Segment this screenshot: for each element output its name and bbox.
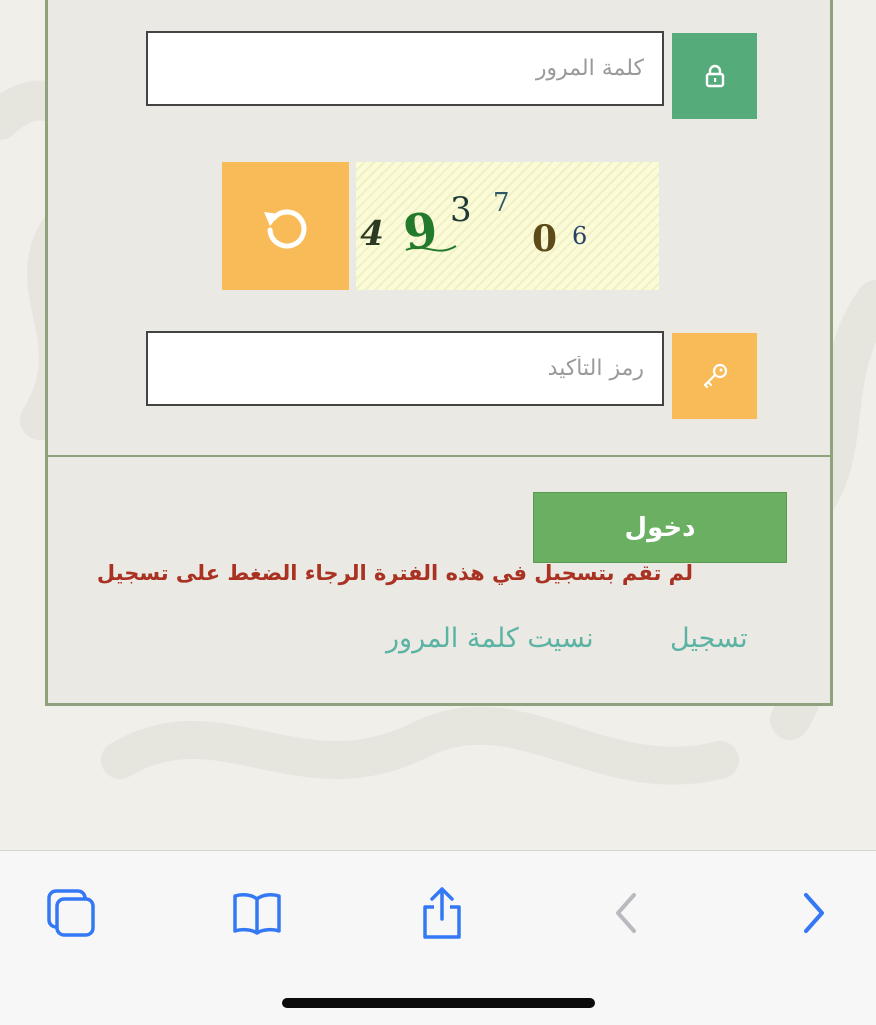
captcha-digit: 7 xyxy=(493,188,510,218)
password-field-wrapper xyxy=(146,31,664,106)
captcha-digit: 4 xyxy=(356,214,388,254)
back-icon xyxy=(612,891,642,935)
captcha-noise-line xyxy=(356,162,659,290)
tabs-icon xyxy=(45,888,97,938)
login-button[interactable]: دخول xyxy=(533,492,787,563)
password-addon xyxy=(672,33,757,119)
captcha-code-input[interactable] xyxy=(148,333,662,404)
home-indicator xyxy=(282,998,595,1008)
card-divider xyxy=(48,455,830,457)
captcha-digit: 3 xyxy=(450,190,472,230)
forward-icon xyxy=(798,891,828,935)
share-button[interactable] xyxy=(412,883,472,943)
captcha-refresh-button[interactable] xyxy=(222,162,349,290)
forgot-password-link[interactable]: نسيت كلمة المرور xyxy=(386,623,594,654)
forward-button[interactable] xyxy=(783,883,843,943)
lock-icon xyxy=(704,64,726,88)
register-link[interactable]: تسجيل xyxy=(670,623,748,654)
captcha-code-field-wrapper xyxy=(146,331,664,406)
registration-notice: لم تقم بتسجيل في هذه الفترة الرجاء الضغط على تسجيل xyxy=(96,561,693,585)
browser-toolbar xyxy=(0,850,876,1025)
tabs-button[interactable] xyxy=(41,883,101,943)
bookmarks-button[interactable] xyxy=(227,883,287,943)
captcha-digit: 0 xyxy=(532,218,558,260)
back-button[interactable] xyxy=(597,883,657,943)
refresh-icon xyxy=(260,200,312,252)
captcha-digit: 9 xyxy=(400,201,442,263)
share-icon xyxy=(419,885,465,941)
password-input[interactable] xyxy=(148,33,662,104)
key-icon xyxy=(701,362,729,390)
bookmarks-icon xyxy=(231,891,283,935)
login-card xyxy=(45,0,833,706)
captcha-code-addon xyxy=(672,333,757,419)
captcha-image xyxy=(356,162,659,290)
captcha-digit: 6 xyxy=(572,222,588,250)
